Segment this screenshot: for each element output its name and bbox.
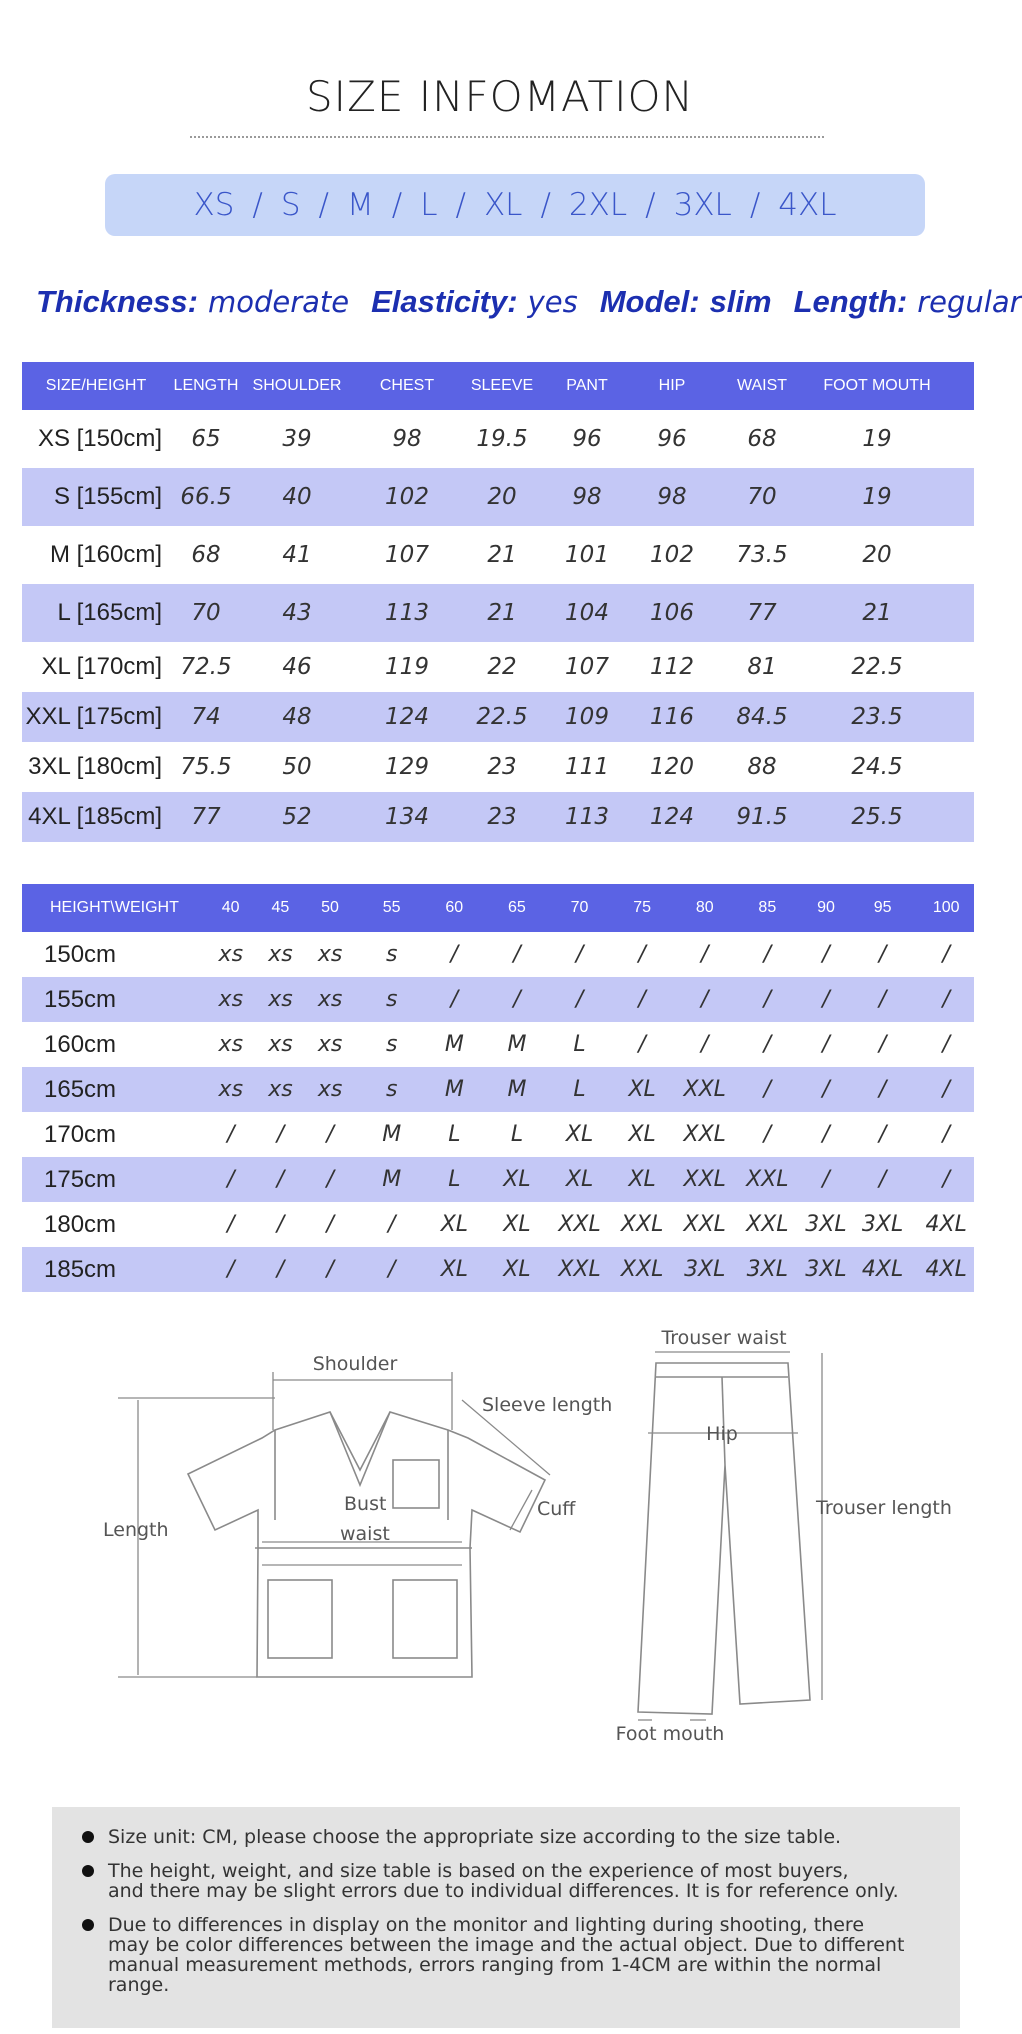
size-table-header-cell: SLEEVE xyxy=(470,377,534,394)
weight-size-cell: 3XL xyxy=(805,1257,847,1282)
weight-table-header-cell: 80 xyxy=(695,899,714,916)
size-table-row xyxy=(22,692,974,742)
weight-size-cell: L xyxy=(573,1077,586,1102)
note-item xyxy=(82,1861,940,1901)
weight-size-cell: / xyxy=(822,987,830,1012)
title-divider xyxy=(190,136,824,138)
size-value-cell: 20 xyxy=(862,542,892,568)
size-value-cell: 96 xyxy=(572,426,602,452)
weight-size-cell: xs xyxy=(218,1077,244,1102)
size-table-header-cell: FOOT MOUTH xyxy=(823,377,931,394)
weight-size-cell: xs xyxy=(268,987,293,1012)
weight-size-cell: / xyxy=(450,987,459,1012)
weight-size-cell: XXL xyxy=(620,1212,664,1237)
size-value-cell: 70 xyxy=(191,600,221,626)
attribute-thickness xyxy=(36,284,349,320)
weight-size-cell: L xyxy=(573,1032,586,1057)
garment-attributes xyxy=(36,284,1022,332)
weight-size-cell: xs xyxy=(317,987,343,1012)
weight-size-cell: XXL xyxy=(683,1122,726,1147)
size-value-cell: 70 xyxy=(747,484,777,510)
weight-size-cell: M xyxy=(444,1032,464,1057)
size-value-cell: 119 xyxy=(385,654,429,680)
weight-size-cell: / xyxy=(326,1212,334,1237)
size-table-header-cell: SIZE/HEIGHT xyxy=(45,377,147,394)
weight-size-cell: / xyxy=(388,1257,396,1282)
size-option-s: S xyxy=(280,187,301,223)
bullet-icon xyxy=(82,1831,94,1843)
weight-table-row xyxy=(22,1157,974,1202)
weight-size-cell: XL xyxy=(565,1167,594,1192)
size-table-header-cell: WAIST xyxy=(736,377,788,394)
weight-size-cell: / xyxy=(227,1257,235,1282)
weight-size-cell: XXL xyxy=(746,1167,789,1192)
weight-size-cell: L xyxy=(510,1122,524,1147)
weight-size-cell: XXL xyxy=(683,1167,726,1192)
size-value-cell: 22 xyxy=(487,654,517,680)
weight-size-cell: / xyxy=(575,942,584,967)
size-value-cell: 19.5 xyxy=(476,426,528,452)
note-text xyxy=(108,1915,940,1995)
weight-size-cell: / xyxy=(276,1212,285,1237)
weight-size-cell: xs xyxy=(317,1032,343,1057)
size-value-cell: 21 xyxy=(487,600,517,626)
size-value-cell: 23.5 xyxy=(851,704,903,730)
attribute-model xyxy=(600,284,772,320)
weight-table-header-cell: 45 xyxy=(271,899,290,916)
weight-size-cell: / xyxy=(822,1122,830,1147)
page-title: SIZE INFOMATION xyxy=(306,72,694,121)
size-value-cell: 22.5 xyxy=(851,654,903,680)
shoulder-label: Shoulder xyxy=(312,1353,398,1375)
weight-size-cell: / xyxy=(326,1257,334,1282)
size-value-cell: 124 xyxy=(385,704,429,730)
weight-size-cell: XL xyxy=(565,1122,594,1147)
weight-size-cell: 4XL xyxy=(861,1257,904,1282)
size-value-cell: 106 xyxy=(650,600,694,626)
size-value-cell: 88 xyxy=(747,754,777,780)
size-table-header-cell: SHOULDER xyxy=(252,377,342,394)
size-value-cell: 21 xyxy=(487,542,517,568)
size-value-cell: 116 xyxy=(650,704,694,730)
note-line: The height, weight, and size table is based on the experience of most buyers, xyxy=(108,1860,849,1882)
weight-size-cell: / xyxy=(701,1032,709,1057)
weight-table-row xyxy=(22,1247,974,1292)
weight-size-cell: XXL xyxy=(558,1212,601,1237)
note-line: and there may be slight errors due to individual differences. It is for reference only. xyxy=(108,1880,899,1902)
note-line: Due to differences in display on the monitor and lighting during shooting, there xyxy=(108,1914,865,1936)
weight-size-cell: / xyxy=(763,942,772,967)
weight-size-cell: / xyxy=(878,1122,887,1147)
weight-table-header-cell: 60 xyxy=(445,899,464,916)
size-table-row xyxy=(22,468,974,526)
size-value-cell: 46 xyxy=(282,654,312,680)
size-option-xs: XS xyxy=(193,187,235,223)
size-label-cell: L [165cm] xyxy=(57,599,162,626)
size-option-2xl: 2XL xyxy=(568,187,628,223)
size-table-header xyxy=(22,362,974,410)
size-value-cell: 52 xyxy=(282,804,312,830)
size-value-cell: 24.5 xyxy=(851,754,903,780)
size-value-cell: 40 xyxy=(282,484,312,510)
size-value-cell: 19 xyxy=(862,484,892,510)
size-separator: / xyxy=(252,187,263,223)
height-label-cell: 175cm xyxy=(44,1165,117,1193)
size-separator: / xyxy=(540,187,551,223)
size-value-cell: 41 xyxy=(282,542,312,568)
size-notes xyxy=(52,1807,960,2028)
weight-size-cell: / xyxy=(276,1167,285,1192)
size-value-cell: 77 xyxy=(191,804,221,830)
size-table-row xyxy=(22,792,974,842)
size-value-cell: 22.5 xyxy=(476,704,528,730)
weight-size-cell: / xyxy=(638,942,646,967)
note-text xyxy=(108,1861,899,1901)
weight-size-cell: / xyxy=(763,987,772,1012)
height-label-cell: 185cm xyxy=(44,1255,117,1283)
size-value-cell: 98 xyxy=(392,426,422,452)
height-label-cell: 170cm xyxy=(44,1120,117,1148)
weight-size-cell: s xyxy=(386,942,398,967)
size-label-cell: M [160cm] xyxy=(49,541,162,568)
size-value-cell: 134 xyxy=(385,804,429,830)
attribute-value: regular xyxy=(917,285,1022,319)
trousers-illustration xyxy=(638,1363,810,1714)
attribute-value: yes xyxy=(527,285,578,319)
weight-size-cell: XL xyxy=(503,1257,531,1282)
size-table-header-cell: CHEST xyxy=(379,377,435,394)
weight-size-cell: / xyxy=(822,942,830,967)
height-label-cell: 155cm xyxy=(44,985,117,1013)
attribute-key: Thickness: xyxy=(36,284,198,319)
attribute-key: Model: xyxy=(599,284,700,319)
attribute-length xyxy=(794,284,1022,320)
weight-size-cell: / xyxy=(326,1122,334,1147)
weight-size-cell: xs xyxy=(218,1032,244,1057)
bullet-icon xyxy=(82,1919,94,1931)
weight-size-cell: xs xyxy=(317,942,343,967)
weight-size-cell: 3XL xyxy=(684,1257,726,1282)
weight-size-cell: / xyxy=(822,1032,830,1057)
length-label: Length xyxy=(103,1519,169,1541)
size-value-cell: 21 xyxy=(862,600,892,626)
weight-size-cell: / xyxy=(575,987,584,1012)
size-value-cell: 73.5 xyxy=(736,542,788,568)
size-option-m: M xyxy=(347,187,374,223)
size-value-cell: 129 xyxy=(385,754,429,780)
weight-table-row xyxy=(22,1067,974,1112)
weight-table-header-cell: HEIGHT\WEIGHT xyxy=(49,899,179,916)
size-value-cell: 102 xyxy=(385,484,429,510)
weight-size-cell: M xyxy=(382,1122,402,1147)
weight-size-cell: / xyxy=(276,1257,285,1282)
weight-table-header-cell: 75 xyxy=(633,899,651,916)
note-text xyxy=(108,1827,841,1847)
size-value-cell: 68 xyxy=(191,542,221,568)
size-option-3xl: 3XL xyxy=(673,187,732,223)
weight-size-cell: / xyxy=(942,1077,950,1102)
weight-size-cell: 4XL xyxy=(925,1257,967,1282)
size-value-cell: 39 xyxy=(282,426,312,452)
weight-table-row xyxy=(22,1022,974,1067)
weight-size-cell: / xyxy=(878,1032,887,1057)
weight-size-cell: 3XL xyxy=(861,1212,904,1237)
bullet-icon xyxy=(82,1865,94,1877)
weight-table-header-cell: 55 xyxy=(382,899,401,916)
weight-table-header-cell: 65 xyxy=(507,899,526,916)
weight-size-cell: M xyxy=(444,1077,464,1102)
weight-table-row xyxy=(22,1112,974,1157)
height-label-cell: 160cm xyxy=(44,1030,117,1058)
weight-size-cell: / xyxy=(878,942,887,967)
measurement-diagram xyxy=(0,1320,1000,1780)
size-value-cell: 74 xyxy=(191,704,221,730)
size-value-cell: 113 xyxy=(385,600,429,626)
weight-size-cell: / xyxy=(763,1122,772,1147)
weight-size-cell: XL xyxy=(503,1167,531,1192)
size-value-cell: 101 xyxy=(565,542,609,568)
size-table-row xyxy=(22,526,974,584)
weight-table-row xyxy=(22,932,974,977)
size-value-cell: 77 xyxy=(747,600,777,626)
size-value-cell: 75.5 xyxy=(180,754,232,780)
weight-size-cell: XL xyxy=(440,1257,469,1282)
size-separator: / xyxy=(391,187,403,223)
size-label-cell: XXL [175cm] xyxy=(25,703,162,730)
weight-table-header-cell: 95 xyxy=(873,899,892,916)
weight-table-row xyxy=(22,977,974,1022)
weight-size-cell: / xyxy=(942,942,950,967)
weight-size-cell: / xyxy=(878,1077,887,1102)
size-value-cell: 109 xyxy=(565,704,609,730)
weight-size-cell: / xyxy=(878,1167,887,1192)
weight-size-cell: / xyxy=(227,1167,235,1192)
size-value-cell: 104 xyxy=(565,600,609,626)
weight-size-cell: xs xyxy=(268,1032,293,1057)
size-value-cell: 68 xyxy=(747,426,777,452)
weight-size-cell: M xyxy=(507,1077,527,1102)
size-table-row xyxy=(22,410,974,468)
weight-size-cell: xs xyxy=(268,942,293,967)
size-separator: / xyxy=(749,187,761,223)
size-value-cell: 98 xyxy=(572,484,602,510)
weight-table-header xyxy=(22,884,974,932)
note-item xyxy=(82,1827,940,1847)
weight-size-cell: / xyxy=(822,1167,830,1192)
size-label-cell: 3XL [180cm] xyxy=(28,753,162,780)
weight-size-cell: XL xyxy=(503,1212,531,1237)
size-value-cell: 65 xyxy=(191,426,221,452)
weight-size-cell: xs xyxy=(218,942,244,967)
weight-size-cell: / xyxy=(513,987,521,1012)
size-separator: / xyxy=(645,187,656,223)
weight-size-cell: / xyxy=(388,1212,396,1237)
size-value-cell: 25.5 xyxy=(851,804,903,830)
size-separator: / xyxy=(318,187,329,223)
cuff-label: Cuff xyxy=(537,1498,576,1520)
size-option-4xl: 4XL xyxy=(778,187,837,223)
size-value-cell: 107 xyxy=(565,654,609,680)
size-value-cell: 98 xyxy=(657,484,687,510)
size-option-xl: XL xyxy=(483,187,523,223)
size-value-cell: 111 xyxy=(565,754,609,780)
attribute-key: Length: xyxy=(793,284,908,319)
note-line: may be color differences between the image and the actual object. Due to different xyxy=(108,1934,905,1956)
weight-size-cell: / xyxy=(513,942,521,967)
weight-size-cell: / xyxy=(701,987,709,1012)
weight-size-cell: xs xyxy=(218,987,244,1012)
weight-size-cell: XL xyxy=(628,1122,656,1147)
size-value-cell: 91.5 xyxy=(736,804,788,830)
size-value-cell: 81 xyxy=(747,654,777,680)
height-label-cell: 165cm xyxy=(44,1075,117,1103)
weight-size-cell: XXL xyxy=(683,1212,726,1237)
size-table-row xyxy=(22,742,974,792)
size-value-cell: 20 xyxy=(487,484,517,510)
waist-label: waist xyxy=(340,1523,390,1545)
weight-size-cell: XXL xyxy=(620,1257,664,1282)
size-value-cell: 102 xyxy=(650,542,694,568)
weight-size-cell: / xyxy=(878,987,887,1012)
size-value-cell: 113 xyxy=(565,804,609,830)
weight-size-cell: 3XL xyxy=(746,1257,788,1282)
foot-mouth-label: Foot mouth xyxy=(615,1723,725,1745)
weight-size-cell: XL xyxy=(628,1167,656,1192)
weight-size-cell: L xyxy=(448,1167,461,1192)
size-value-cell: 96 xyxy=(657,426,687,452)
height-weight-table xyxy=(22,884,974,1292)
size-value-cell: 19 xyxy=(862,426,892,452)
size-value-cell: 72.5 xyxy=(180,654,232,680)
weight-table-header-cell: 85 xyxy=(758,899,777,916)
size-value-cell: 43 xyxy=(282,600,312,626)
size-table-row xyxy=(22,642,974,692)
weight-size-cell: / xyxy=(763,1077,772,1102)
size-value-cell: 48 xyxy=(282,704,312,730)
weight-size-cell: / xyxy=(227,1212,235,1237)
weight-size-cell: 3XL xyxy=(805,1212,847,1237)
bust-label: Bust xyxy=(344,1493,387,1515)
note-item xyxy=(82,1915,940,1995)
weight-size-cell: xs xyxy=(317,1077,343,1102)
size-label-cell: S [155cm] xyxy=(53,483,162,510)
size-option-l: L xyxy=(420,187,438,223)
weight-size-cell: M xyxy=(382,1167,402,1192)
size-label-cell: XS [150cm] xyxy=(37,425,162,452)
attribute-value: slim xyxy=(709,284,772,319)
size-measurement-table xyxy=(22,362,974,842)
size-value-cell: 50 xyxy=(282,754,312,780)
weight-size-cell: s xyxy=(386,1032,398,1057)
size-value-cell: 23 xyxy=(487,804,517,830)
size-table-row xyxy=(22,584,974,642)
weight-size-cell: / xyxy=(822,1077,830,1102)
weight-size-cell: M xyxy=(507,1032,527,1057)
weight-size-cell: / xyxy=(763,1032,772,1057)
weight-size-cell: 4XL xyxy=(925,1212,967,1237)
weight-size-cell: s xyxy=(386,1077,398,1102)
size-table-header-cell: PANT xyxy=(566,377,608,394)
weight-table-header-cell: 70 xyxy=(570,899,589,916)
weight-size-cell: XL xyxy=(628,1077,656,1102)
weight-size-cell: / xyxy=(276,1122,285,1147)
weight-table-header-cell: 100 xyxy=(932,899,960,916)
weight-table-header-cell: 50 xyxy=(321,899,339,916)
size-label-cell: XL [170cm] xyxy=(41,653,162,680)
trouser-length-label: Trouser length xyxy=(816,1497,952,1519)
size-value-cell: 124 xyxy=(650,804,694,830)
weight-size-cell: / xyxy=(942,987,950,1012)
trouser-waist-label: Trouser waist xyxy=(661,1327,787,1349)
size-value-cell: 120 xyxy=(650,754,694,780)
height-label-cell: 150cm xyxy=(44,940,117,968)
weight-size-cell: / xyxy=(326,1167,334,1192)
attribute-key: Elasticity: xyxy=(371,284,518,319)
weight-size-cell: / xyxy=(227,1122,235,1147)
weight-size-cell: / xyxy=(701,942,709,967)
note-line: Size unit: CM, please choose the appropriate size according to the size table. xyxy=(108,1826,842,1848)
weight-table-header-cell: 90 xyxy=(817,899,835,916)
size-label-cell: 4XL [185cm] xyxy=(28,803,162,830)
size-value-cell: 66.5 xyxy=(180,484,232,510)
weight-size-cell: xs xyxy=(268,1077,293,1102)
weight-size-cell: / xyxy=(942,1167,950,1192)
size-value-cell: 107 xyxy=(385,542,429,568)
attribute-value: moderate xyxy=(207,285,350,319)
size-value-cell: 84.5 xyxy=(736,704,788,730)
size-value-cell: 23 xyxy=(487,754,517,780)
weight-size-cell: XL xyxy=(440,1212,469,1237)
weight-size-cell: XXL xyxy=(558,1257,601,1282)
size-table-header-cell: HIP xyxy=(658,377,686,394)
weight-size-cell: / xyxy=(638,1032,646,1057)
weight-size-cell: XXL xyxy=(683,1077,726,1102)
size-separator: / xyxy=(455,187,466,223)
weight-size-cell: / xyxy=(942,1032,950,1057)
height-label-cell: 180cm xyxy=(44,1210,117,1238)
size-table-header-cell: LENGTH xyxy=(173,377,239,394)
weight-table-header-cell: 40 xyxy=(221,899,240,916)
hip-label: Hip xyxy=(706,1423,738,1445)
weight-size-cell: s xyxy=(386,987,398,1012)
attribute-elasticity xyxy=(371,284,578,320)
note-line: manual measurement methods, errors ranging from 1-4CM are within the normal range. xyxy=(108,1954,882,1996)
size-range-bar xyxy=(105,174,925,236)
weight-table-row xyxy=(22,1202,974,1247)
sleeve-length-label: Sleeve length xyxy=(482,1394,613,1416)
size-value-cell: 112 xyxy=(650,654,694,680)
weight-size-cell: / xyxy=(450,942,459,967)
weight-size-cell: XXL xyxy=(746,1212,789,1237)
weight-size-cell: / xyxy=(638,987,646,1012)
weight-size-cell: L xyxy=(448,1122,461,1147)
weight-size-cell: / xyxy=(942,1122,950,1147)
